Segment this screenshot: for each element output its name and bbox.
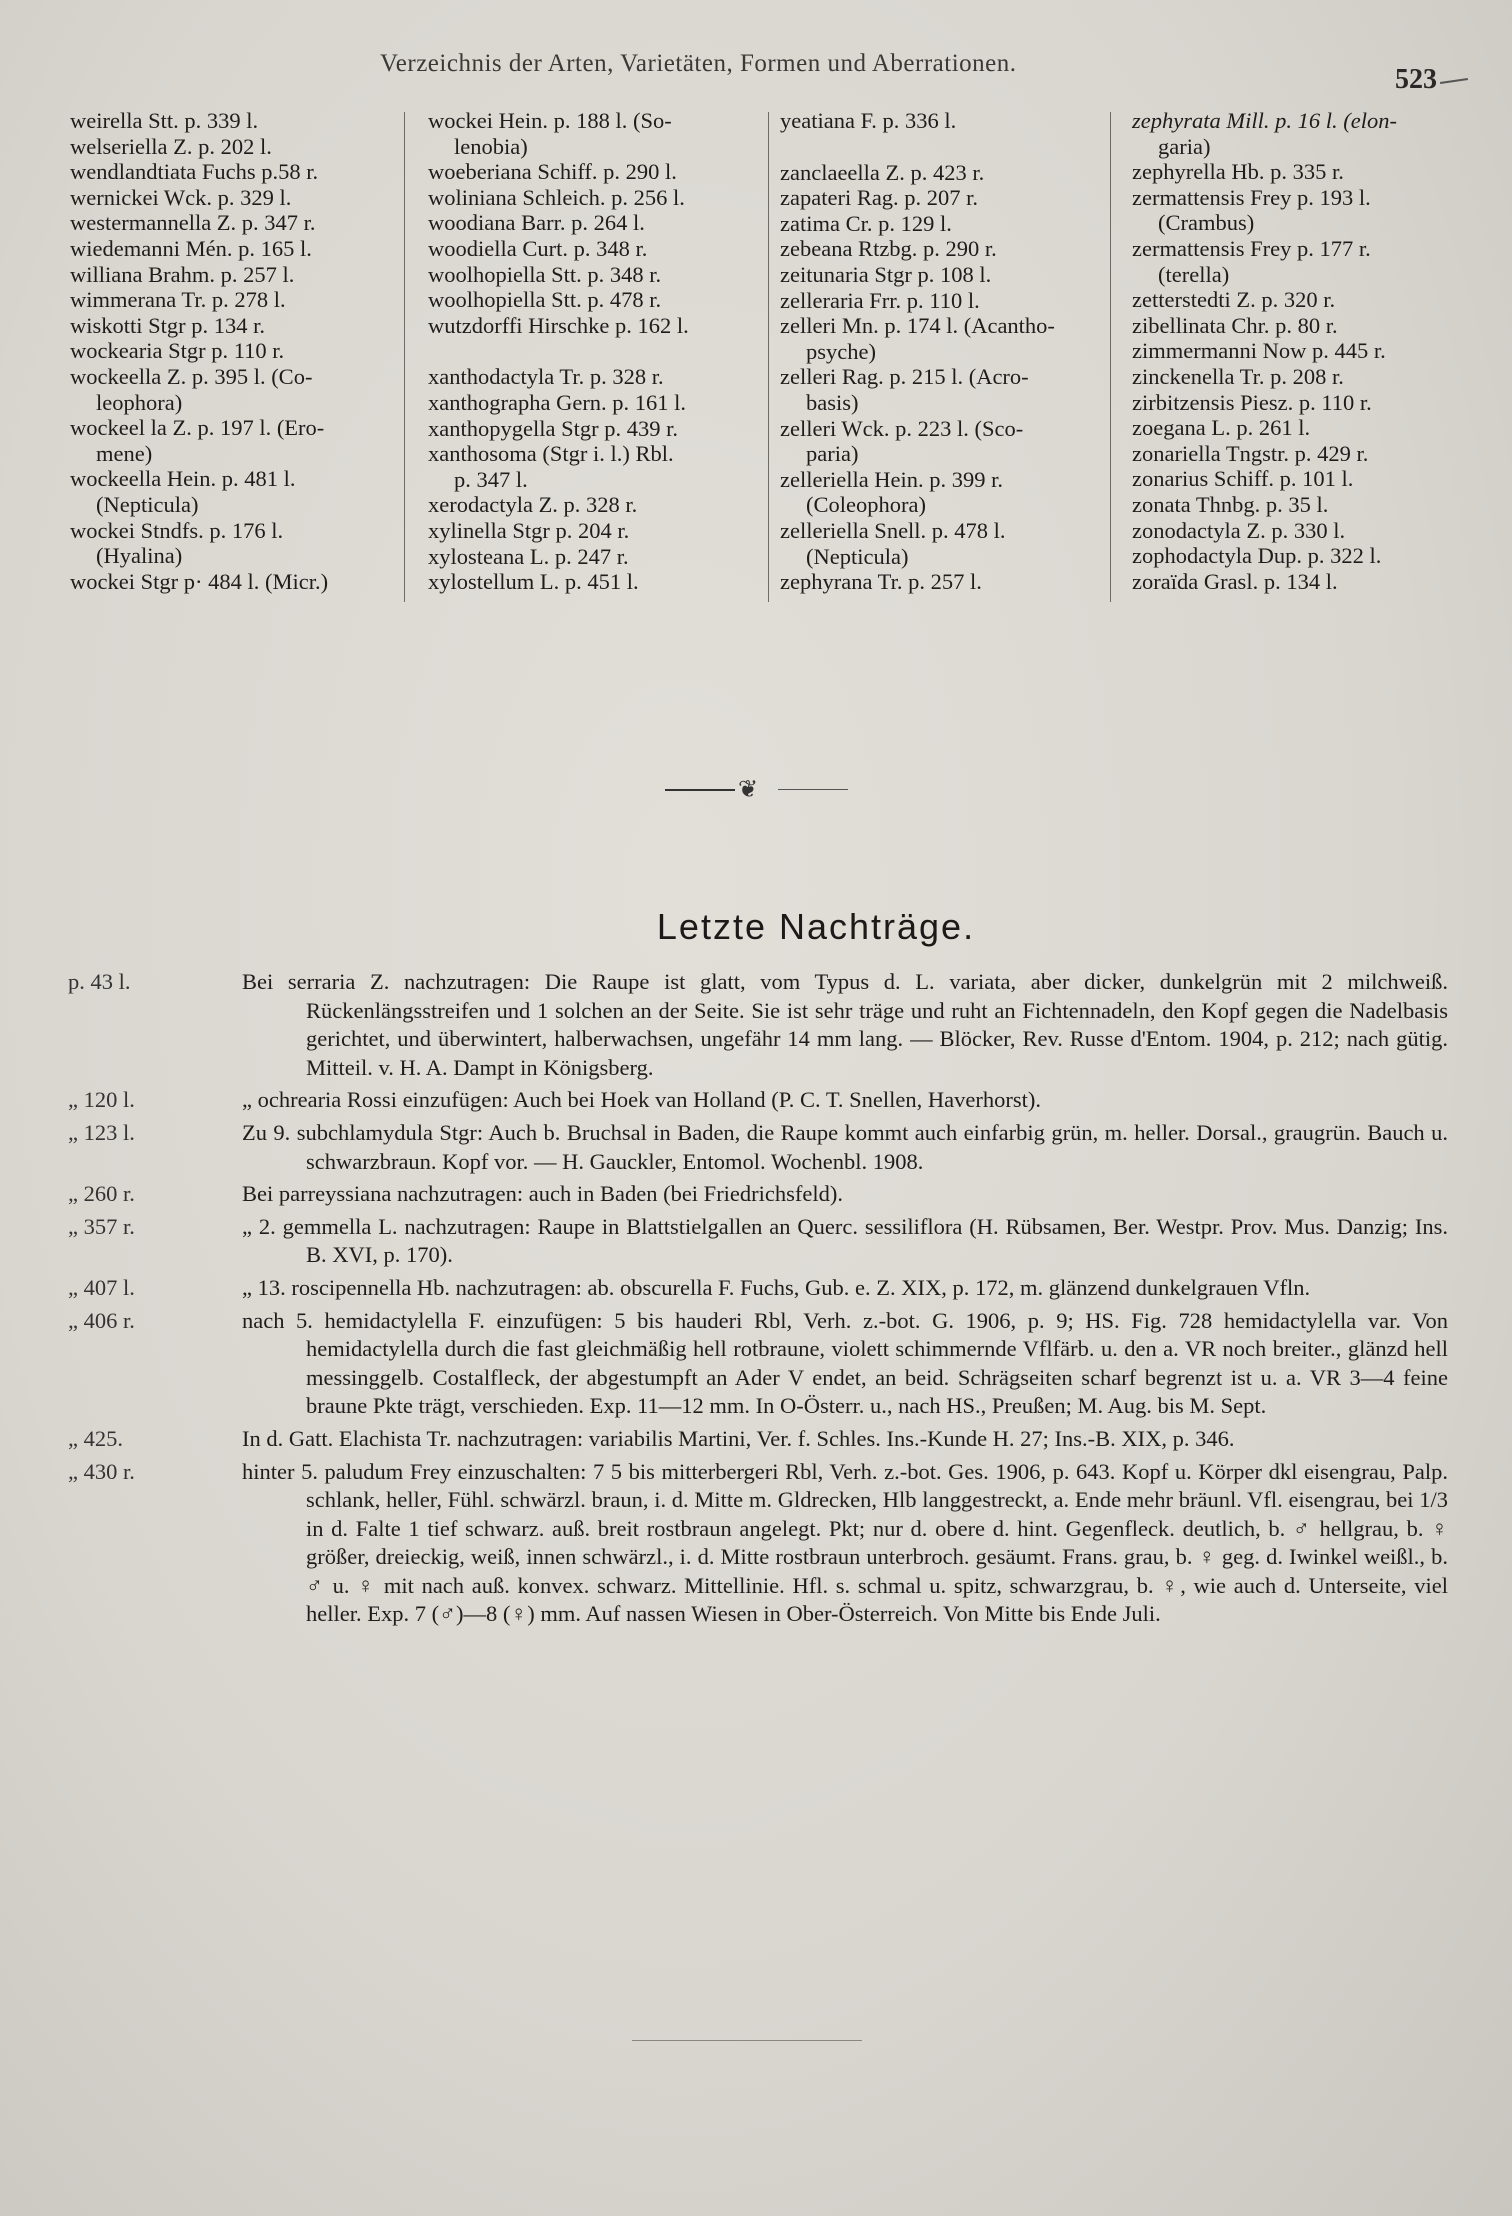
column-rule-1 xyxy=(404,112,405,602)
index-entry xyxy=(780,185,1115,211)
addenda-list xyxy=(68,968,1448,1633)
index-entry xyxy=(70,287,400,313)
index-entry-line: zapateri Rag. p. 207 r. xyxy=(780,185,979,211)
index-entry-continuation: (Hyalina) xyxy=(96,543,183,569)
index-entry xyxy=(70,236,400,262)
index-entry-line: zermattensis Frey p. 177 r. xyxy=(1132,235,1371,261)
index-entry-continuation: p. 347 l. xyxy=(454,466,528,492)
addendum-page-ref: „ 357 r. xyxy=(68,1213,135,1239)
index-entry xyxy=(780,416,1115,467)
index-column-1 xyxy=(70,108,400,594)
index-entry xyxy=(1132,159,1482,185)
index-entry-line: yeatiana F. p. 336 l. xyxy=(780,108,957,133)
index-entry-continuation: (terella) xyxy=(1158,261,1230,287)
index-entry xyxy=(70,134,400,160)
ornament-line-left xyxy=(665,789,735,791)
addendum-page-ref: „ 120 l. xyxy=(68,1087,135,1113)
index-entry-line: welseriella Z. p. 202 l. xyxy=(70,133,272,159)
index-entry-line: zephyrata Mill. p. 16 l. (elon- xyxy=(1132,108,1397,133)
index-entry xyxy=(780,160,1115,186)
addendum-text: Bei parreyssiana nachzutragen: auch in Baden (bei Friedrichsfeld). xyxy=(242,1181,844,1207)
index-entry-continuation: (Coleophora) xyxy=(806,492,926,518)
index-entry-line: wiskotti Stgr p. 134 r. xyxy=(70,312,266,338)
index-entry xyxy=(1132,415,1482,441)
index-entry xyxy=(1132,466,1482,492)
index-entry-line: zophodactyla Dup. p. 322 l. xyxy=(1132,543,1382,569)
index-entry xyxy=(780,262,1115,288)
index-entry-line: wockei Stndfs. p. 176 l. xyxy=(70,517,284,543)
index-entry-line: woodiana Barr. p. 264 l. xyxy=(428,210,645,236)
index-entry-line: weirella Stt. p. 339 l. xyxy=(70,108,259,133)
addendum-entry xyxy=(68,1180,1448,1209)
index-entry xyxy=(70,108,400,134)
index-entry-line: xylosteana L. p. 247 r. xyxy=(428,543,629,569)
index-entry-line: zonarius Schiff. p. 101 l. xyxy=(1132,466,1354,492)
index-entry-line: williana Brahm. p. 257 l. xyxy=(70,261,295,287)
addendum-entry xyxy=(68,1425,1448,1454)
index-entry xyxy=(780,518,1115,569)
index-entry-line: wutzdorffi Hirschke p. 162 l. xyxy=(428,312,689,338)
index-entry-line: wockei Stgr p· 484 l. (Micr.) xyxy=(70,568,329,594)
index-entry xyxy=(428,262,758,288)
addendum-text: Zu 9. subchlamydula Stgr: Auch b. Bruchsal in Baden, die Raupe kommt auch einfarbig grün, m. heller. Dorsal., graugrün. Bauch u. schwarzbraun. Kopf vor. — H. Gauckler, Entomol. Wochenbl. 1908. xyxy=(242,1119,1448,1174)
index-entry xyxy=(780,364,1115,415)
index-entry-continuation: leophora) xyxy=(96,389,183,415)
index-entry xyxy=(428,492,758,518)
addendum-text: Bei serraria Z. nachzutragen: Die Raupe ist glatt, vom Typus d. L. variata, aber dicker, dunkelgrün mit 2 milchweiß. Rückenlängsstreifen und 1 solchen an der Seite. Sie ist sehr träge und ruht an Fichtennadeln, den Kopf gegen die Nadelbasis gerichtet, und überwintert, halberwachsen, ungefähr 14 mm lang. — Blöcker, Rev. Russe d'Entom. 1904, p. 212; nach gütig. Mitteil. v. H. A. Dampt in Königsberg. xyxy=(242,969,1448,1080)
index-entry xyxy=(780,211,1115,237)
addendum-entry xyxy=(68,1307,1448,1421)
index-entry-line: zatima Cr. p. 129 l. xyxy=(780,210,952,236)
index-entry-line: zelleraria Frr. p. 110 l. xyxy=(780,287,980,313)
index-entry-line: wockeella Z. p. 395 l. (Co- xyxy=(70,363,313,389)
index-entry-line: xylostellum L. p. 451 l. xyxy=(428,569,639,595)
index-entry-line: zonariella Tngstr. p. 429 r. xyxy=(1132,440,1369,466)
index-entry xyxy=(1132,364,1482,390)
addendum-page-ref: „ 123 l. xyxy=(68,1119,135,1145)
index-entry-line: zebeana Rtzbg. p. 290 r. xyxy=(780,236,997,262)
index-entry-line: zonodactyla Z. p. 330 l. xyxy=(1132,517,1346,543)
addendum-text: „ 13. roscipennella Hb. nachzutragen: ab. obscurella F. Fuchs, Gub. e. Z. XIX, p. 172, m. glänzend dunkelgrauen Vfln. xyxy=(242,1274,1311,1300)
index-entry xyxy=(428,390,758,416)
index-entry-line: xylinella Stgr p. 204 r. xyxy=(428,517,630,543)
index-entry-line: wimmerana Tr. p. 278 l. xyxy=(70,287,286,313)
index-entry xyxy=(428,441,758,492)
index-entry xyxy=(70,569,400,595)
index-entry xyxy=(1132,313,1482,339)
index-entry-line: zelleriella Snell. p. 478 l. xyxy=(780,517,1006,543)
index-entry-line: wockearia Stgr p. 110 r. xyxy=(70,338,285,364)
index-entry-line: wernickei Wck. p. 329 l. xyxy=(70,184,292,210)
index-entry-line: woolhopiella Stt. p. 478 r. xyxy=(428,287,662,313)
index-entry-line: zibellinata Chr. p. 80 r. xyxy=(1132,312,1338,338)
index-entry-line: zimmermanni Now p. 445 r. xyxy=(1132,338,1386,364)
index-entry-line: zephyrella Hb. p. 335 r. xyxy=(1132,159,1344,185)
index-entry xyxy=(428,287,758,313)
index-entry-line: wockei Hein. p. 188 l. (So- xyxy=(428,108,672,133)
addendum-text: hinter 5. paludum Frey einzuschalten: 7 5 bis mitterbergeri Rbl, Verh. z.-bot. Ges. 1906, p. 643. Kopf u. Körper dkl eisengrau, Palp. schlank, heller, Fühl. schwärzl. braun, i. d. Mitte m. Gldrecken, Hlb langgestreckt, a. Ende mehr bräunl. Vfl. eisengrau, bei 1/3 in d. Falte 1 tief schwarz. auß. breit rostbraun angelegt. Pkt; nur d. obere d. hint. Gegenfleck. deutlich, b. ♂ hellgrau, b. ♀ größer, dreieckig, weiß, innen schwärzl., i. d. Mitte rostbraun unterbroch. gesäumt. Frans. grau, b. ♀ geg. d. Iwinkel weißl., b. ♂ u. ♀ mit nach auß. konvex. schwarz. Mittellinie. Hfl. s. schmal u. spitz, schwarzgrau, b. ♀, wie auch d. Unterseite, viel heller. Exp. 7 (♂)—8 (♀) mm. Auf nassen Wiesen in Ober-Österreich. Von Mitte bis Ende Juli. xyxy=(242,1458,1448,1627)
index-entry xyxy=(780,108,1115,134)
index-entry xyxy=(428,210,758,236)
index-entry-continuation: lenobia) xyxy=(454,133,528,159)
index-entry-line: woolhopiella Stt. p. 348 r. xyxy=(428,261,662,287)
index-entry-continuation: (Nepticula) xyxy=(96,491,199,517)
index-entry-continuation: basis) xyxy=(806,389,859,415)
addendum-page-ref: „ 260 r. xyxy=(68,1181,135,1207)
index-entry-line: westermannella Z. p. 347 r. xyxy=(70,210,316,236)
index-entry-line: woeberiana Schiff. p. 290 l. xyxy=(428,159,677,185)
page-number: 523 xyxy=(1395,64,1437,95)
index-entry-line: wockeella Hein. p. 481 l. xyxy=(70,466,296,492)
index-entry-line: wockeel la Z. p. 197 l. (Ero- xyxy=(70,415,325,441)
addendum-entry xyxy=(68,1119,1448,1176)
addendum-entry xyxy=(68,968,1448,1082)
index-entry-line: zinckenella Tr. p. 208 r. xyxy=(1132,363,1344,389)
index-entry xyxy=(780,288,1115,314)
ornament-glyph: ❦ xyxy=(738,777,759,803)
index-entry-line: wendlandtiata Fuchs p.58 r. xyxy=(70,159,319,185)
index-entry xyxy=(1132,492,1482,518)
index-entry xyxy=(1132,543,1482,569)
addendum-text: „ ochrearia Rossi einzufügen: Auch bei Hoek van Holland (P. C. T. Snellen, Haverhorst). xyxy=(242,1087,1041,1113)
index-entry-line: zelleri Rag. p. 215 l. (Acro- xyxy=(780,364,1029,390)
index-entry-line: zelleri Wck. p. 223 l. (Sco- xyxy=(780,415,1024,441)
addendum-page-ref: p. 43 l. xyxy=(68,969,131,994)
addendum-page-ref: „ 406 r. xyxy=(68,1307,135,1333)
index-entry xyxy=(428,159,758,185)
index-entry xyxy=(428,416,758,442)
index-entry-line: zoraïda Grasl. p. 134 l. xyxy=(1132,568,1338,594)
index-column-2 xyxy=(428,108,758,595)
addendum-entry xyxy=(68,1458,1448,1630)
index-entry xyxy=(780,236,1115,262)
index-entry xyxy=(780,569,1115,595)
index-entry xyxy=(1132,441,1482,467)
index-entry xyxy=(428,236,758,262)
index-entry xyxy=(1132,518,1482,544)
index-entry-line: xanthodactyla Tr. p. 328 r. xyxy=(428,364,664,390)
index-entry xyxy=(428,185,758,211)
index-gap xyxy=(428,338,758,364)
index-entry-line: xanthographa Gern. p. 161 l. xyxy=(428,389,687,415)
index-entry xyxy=(428,518,758,544)
index-entry-continuation: paria) xyxy=(806,441,859,467)
index-entry xyxy=(70,210,400,236)
index-entry xyxy=(70,262,400,288)
index-entry xyxy=(1132,108,1482,159)
addendum-text: nach 5. hemidactylella F. einzufügen: 5 bis hauderi Rbl, Verh. z.-bot. G. 1906, p. 9; HS. Fig. 728 hemidactylella var. Von hemidactylella durch die fast gleichmäßig hell rotbraune, violett schimmernde Vflfärb. u. den a. VR noch breiter., glänzd hell messinggelb. Costalfleck, der abgestumpft an Ader V endet, an beid. Schrägseiten scharf begrenzt ist u. a. VR 3—4 feine braune Pkte trägt, verschieden. Exp. 11—12 mm. In O-Österr. u., nach HS., Preußen; M. Aug. bis M. Sept. xyxy=(242,1307,1448,1419)
index-entry xyxy=(70,466,400,517)
index-entry-line: zeitunaria Stgr p. 108 l. xyxy=(780,261,992,287)
index-entry xyxy=(70,364,400,415)
index-column-3 xyxy=(780,108,1115,595)
addendum-entry xyxy=(68,1274,1448,1303)
ornament-line-right xyxy=(778,789,848,790)
index-entry-line: zelleriella Hein. p. 399 r. xyxy=(780,466,1004,492)
index-column-4 xyxy=(1132,108,1482,594)
index-entry xyxy=(1132,236,1482,287)
index-entry xyxy=(70,159,400,185)
index-entry-continuation: (Nepticula) xyxy=(806,543,909,569)
index-entry xyxy=(70,185,400,211)
index-entry-line: zermattensis Frey p. 193 l. xyxy=(1132,184,1371,210)
index-entry xyxy=(1132,287,1482,313)
addendum-entry xyxy=(68,1213,1448,1270)
index-entry xyxy=(428,569,758,595)
index-entry xyxy=(1132,390,1482,416)
index-entry xyxy=(70,313,400,339)
index-entry-continuation: mene) xyxy=(96,440,153,466)
index-entry xyxy=(70,338,400,364)
column-rule-2 xyxy=(768,112,769,602)
addendum-page-ref: „ 425. xyxy=(68,1425,123,1451)
index-entry-line: zonata Thnbg. p. 35 l. xyxy=(1132,491,1329,517)
index-entry xyxy=(780,313,1115,364)
index-entry-line: wiedemanni Mén. p. 165 l. xyxy=(70,235,312,261)
index-entry-continuation: garia) xyxy=(1158,133,1211,159)
index-entry xyxy=(428,544,758,570)
index-entry-line: xanthopygella Stgr p. 439 r. xyxy=(428,415,678,441)
index-entry xyxy=(428,313,758,339)
index-gap xyxy=(780,134,1115,160)
index-entry-line: zetterstedti Z. p. 320 r. xyxy=(1132,287,1336,313)
running-head: Verzeichnis der Arten, Varietäten, Formen und Aberrationen. xyxy=(380,50,1017,77)
index-entry-line: zelleri Mn. p. 174 l. (Acantho- xyxy=(780,313,1055,339)
index-entry-line: xanthosoma (Stgr i. l.) Rbl. xyxy=(428,441,674,467)
index-entry xyxy=(1132,338,1482,364)
index-entry xyxy=(70,415,400,466)
index-entry xyxy=(1132,569,1482,595)
index-entry-line: woodiella Curt. p. 348 r. xyxy=(428,235,648,261)
index-entry xyxy=(428,364,758,390)
index-entry-line: xerodactyla Z. p. 328 r. xyxy=(428,492,638,518)
column-rule-3 xyxy=(1110,112,1111,602)
addendum-text: In d. Gatt. Elachista Tr. nachzutragen: variabilis Martini, Ver. f. Schles. Ins.-Kunde H. 27; Ins.-B. XIX, p. 346. xyxy=(242,1425,1235,1451)
index-entry-line: zirbitzensis Piesz. p. 110 r. xyxy=(1132,389,1372,415)
addendum-entry xyxy=(68,1086,1448,1115)
index-entry-continuation: (Crambus) xyxy=(1158,210,1255,236)
index-entry-line: zanclaeella Z. p. 423 r. xyxy=(780,159,985,185)
index-entry-line: zoegana L. p. 261 l. xyxy=(1132,415,1311,441)
addendum-page-ref: „ 407 l. xyxy=(68,1274,135,1300)
index-entry xyxy=(428,108,758,159)
index-entry xyxy=(780,467,1115,518)
bottom-rule xyxy=(632,2040,862,2041)
index-entry xyxy=(70,518,400,569)
index-entry-line: zephyrana Tr. p. 257 l. xyxy=(780,569,982,595)
addendum-page-ref: „ 430 r. xyxy=(68,1458,135,1484)
addendum-text: „ 2. gemmella L. nachzutragen: Raupe in Blattstielgallen an Querc. sessiliflora (H. Rübsamen, Ber. Westpr. Prov. Mus. Danzig; Ins. B. XVI, p. 170). xyxy=(242,1213,1448,1268)
index-entry-line: woliniana Schleich. p. 256 l. xyxy=(428,184,685,210)
section-title: Letzte Nachträge. xyxy=(656,906,976,947)
section-ornament xyxy=(660,775,860,805)
index-entry-continuation: psyche) xyxy=(806,338,876,364)
index-entry xyxy=(1132,185,1482,236)
page-number-dash xyxy=(1440,78,1468,84)
